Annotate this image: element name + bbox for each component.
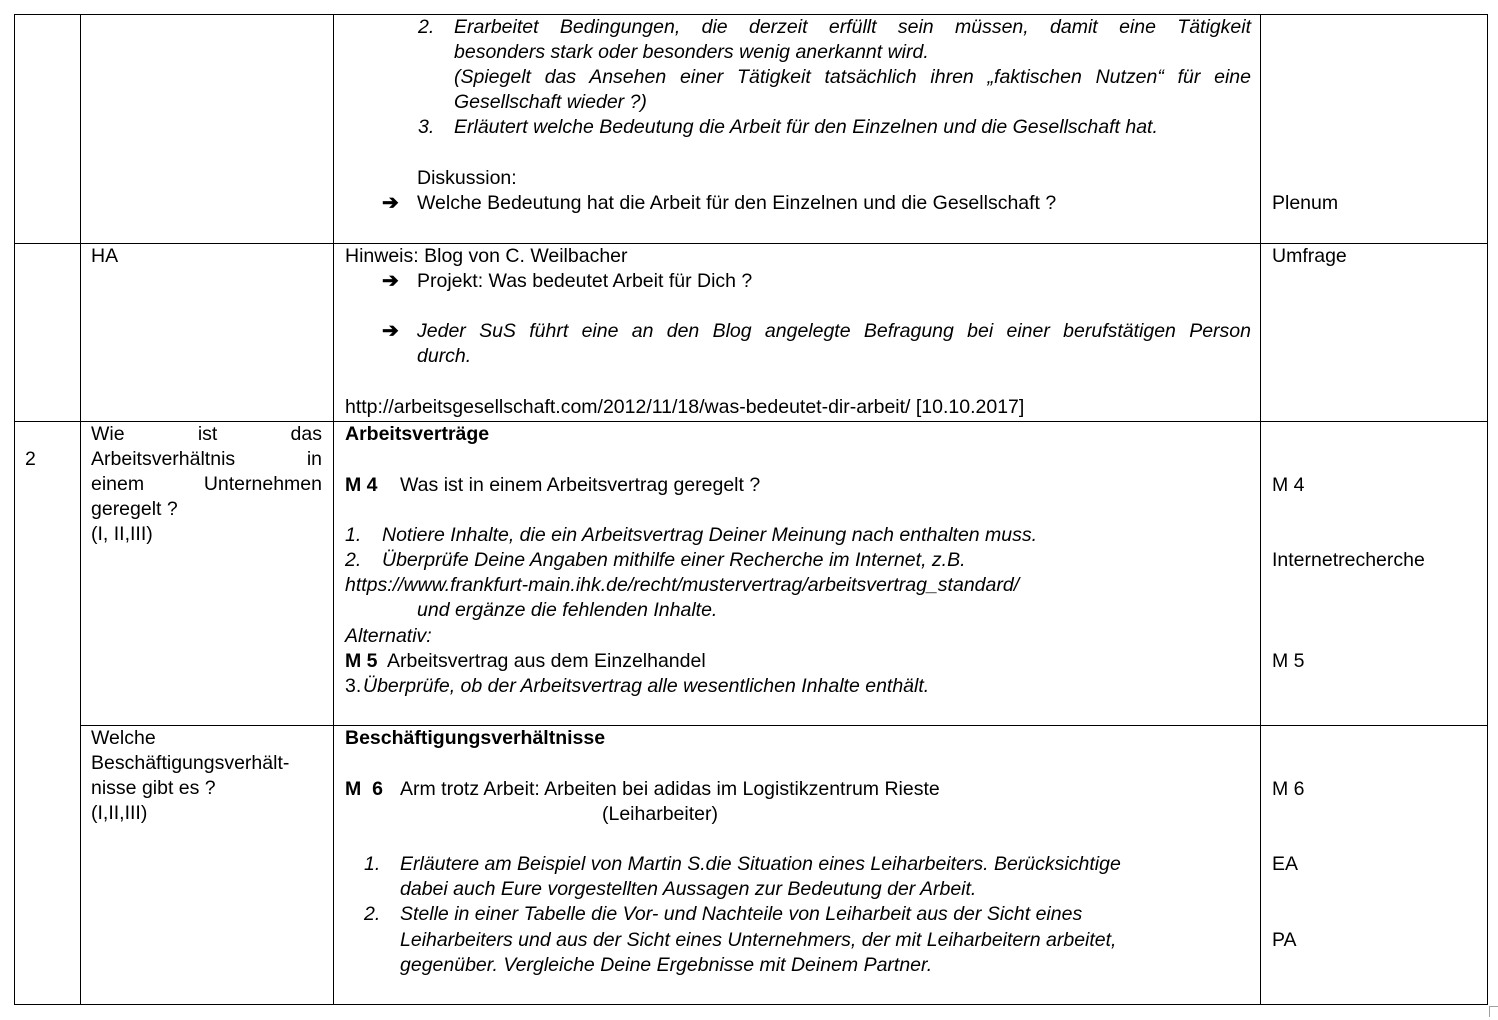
- discussion-question: Welche Bedeutung hat die Arbeit für den Einzelnen und die Gesellschaft ?: [417, 192, 1057, 214]
- blog-link[interactable]: http://arbeitsgesellschaft.com/2012/11/18/was-bedeutet-dir-arbeit/ [10.10.2017]: [345, 396, 1025, 418]
- question-text: (I, II,III): [91, 523, 153, 545]
- task-text: Erarbeitet Bedingungen, die derzeit erfüllt sein müssen, damit eine Tätigkeit: [454, 16, 1251, 38]
- material-id: M 5: [345, 650, 378, 672]
- section-heading: Arbeitsverträge: [345, 423, 490, 445]
- task-number: 2.: [345, 549, 362, 571]
- task-number: 1.: [345, 524, 362, 546]
- material-label: PA: [1272, 929, 1297, 951]
- question-text: Wie ist das: [91, 423, 322, 445]
- task-text: Jeder SuS führt eine an den Blog angelegte Befragung bei einer berufstätigen Person: [417, 320, 1251, 342]
- task-text: Gesellschaft wieder ?): [454, 91, 647, 113]
- question-text: Beschäftigungsverhält-: [91, 752, 290, 774]
- question-text: Welche: [91, 727, 156, 749]
- material-label: Internetrecherche: [1272, 549, 1425, 571]
- task-text: Notiere Inhalte, die ein Arbeitsvertrag Deiner Meinung nach enthalten muss.: [382, 524, 1038, 546]
- question-text: einem Unternehmen: [91, 473, 322, 495]
- task-text: Leiharbeiters und aus der Sicht eines Unternehmers, der mit Leiharbeitern arbeitet,: [400, 929, 1117, 951]
- task-text: Erläutert welche Bedeutung die Arbeit für den Einzelnen und die Gesellschaft hat.: [454, 116, 1158, 138]
- task-number: 3.: [418, 116, 435, 138]
- alternative-label: Alternativ:: [345, 625, 432, 647]
- col-divider-1: [80, 14, 81, 1005]
- row-number: 2: [25, 448, 36, 470]
- material-id: M 6: [345, 778, 383, 800]
- material-label: M 4: [1272, 474, 1305, 496]
- col-divider-3: [1260, 14, 1261, 1005]
- section-heading: Beschäftigungsverhältnisse: [345, 727, 606, 749]
- arrow-right-icon: ➔: [382, 270, 399, 292]
- task-text: besonders stark oder besonders wenig anerkannt wird.: [454, 41, 929, 63]
- question-text: (I,II,III): [91, 802, 148, 824]
- task-text: und ergänze die fehlenden Inhalte.: [417, 599, 718, 621]
- task-text: gegenüber. Vergleiche Deine Ergebnisse mit Deinem Partner.: [400, 954, 933, 976]
- task-text: Überprüfe Deine Angaben mithilfe einer Recherche im Internet, z.B.: [382, 549, 966, 571]
- task-text: Erläutere am Beispiel von Martin S.die Situation eines Leiharbeiters. Berücksichtige: [400, 853, 1121, 875]
- task-text: dabei auch Eure vorgestellten Aussagen zur Bedeutung der Arbeit.: [400, 878, 977, 900]
- material-title: Was ist in einem Arbeitsvertrag geregelt ?: [400, 474, 761, 496]
- table-border-bottom: [14, 1004, 1488, 1005]
- material-label: M 6: [1272, 778, 1305, 800]
- col-divider-2: [333, 14, 334, 1005]
- question-text: nisse gibt es ?: [91, 777, 216, 799]
- table-resize-handle[interactable]: [1489, 1006, 1498, 1017]
- material-id: M 4: [345, 474, 378, 496]
- task-number: 2.: [364, 903, 381, 925]
- task-text: Stelle in einer Tabelle die Vor- und Nachteile von Leiharbeit aus der Sicht eines: [400, 903, 1083, 925]
- question-text: geregelt ?: [91, 498, 178, 520]
- material-label: Plenum: [1272, 192, 1339, 214]
- project-text: Projekt: Was bedeutet Arbeit für Dich ?: [417, 270, 753, 292]
- arrow-right-icon: ➔: [382, 192, 399, 214]
- task-text: (Spiegelt das Ansehen einer Tätigkeit tatsächlich ihren „faktischen Nutzen“ für eine: [454, 66, 1251, 88]
- row-divider-3: [80, 725, 1488, 726]
- table-border-left: [14, 14, 15, 1005]
- material-title: Arbeitsvertrag aus dem Einzelhandel: [387, 650, 706, 672]
- arrow-right-icon: ➔: [382, 320, 399, 342]
- table-border-right: [1487, 14, 1488, 1005]
- task-text: Überprüfe, ob der Arbeitsvertrag alle wesentlichen Inhalte enthält.: [363, 675, 930, 697]
- material-label: EA: [1272, 853, 1299, 875]
- question-label: HA: [91, 245, 119, 267]
- ihk-link[interactable]: https://www.frankfurt-main.ihk.de/recht/mustervertrag/arbeitsvertrag_standard/: [345, 574, 1020, 596]
- material-subtitle: (Leiharbeiter): [602, 803, 718, 825]
- task-number: 3.: [345, 675, 362, 697]
- task-text: durch.: [417, 345, 472, 367]
- question-text: Arbeitsverhältnis in: [91, 448, 322, 470]
- material-title: Arm trotz Arbeit: Arbeiten bei adidas im Logistikzentrum Rieste: [400, 778, 940, 800]
- task-number: 1.: [364, 853, 381, 875]
- discussion-label: Diskussion:: [417, 167, 517, 189]
- row-divider-1: [14, 243, 1488, 244]
- material-label: M 5: [1272, 650, 1305, 672]
- task-number: 2.: [418, 16, 435, 38]
- hint-text: Hinweis: Blog von C. Weilbacher: [345, 245, 628, 267]
- material-label: Umfrage: [1272, 245, 1347, 267]
